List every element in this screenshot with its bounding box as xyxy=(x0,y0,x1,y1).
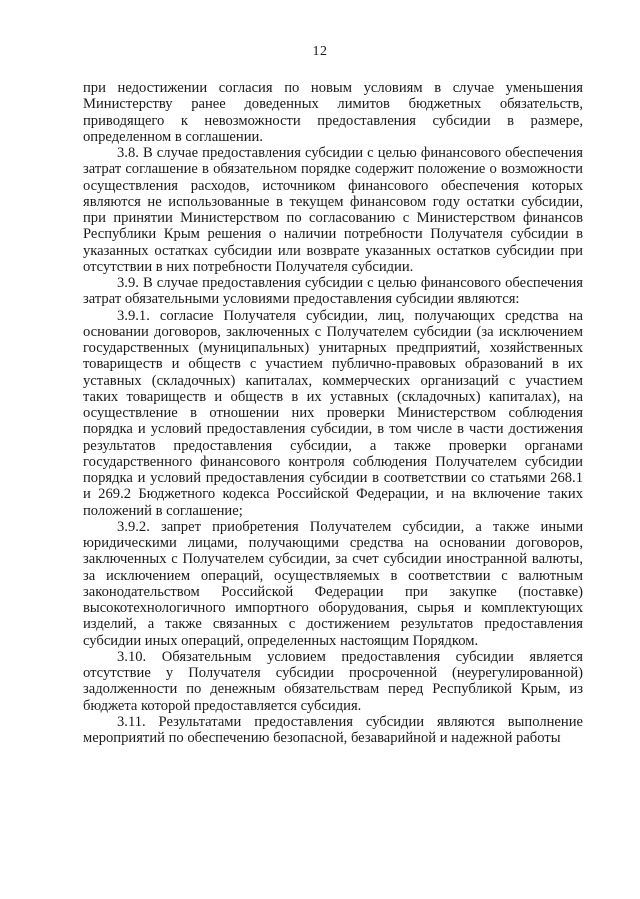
paragraph-3-11: 3.11. Результатами предоставления субсидии являются выполнение мероприятий по обеспечению безопасной, безаварийной и надежной работы xyxy=(83,713,583,746)
paragraph-3-9-1: 3.9.1. согласие Получателя субсидии, лиц, получающих средства на основании договоров, заключенных с Получателем субсидии (за исключением государственных (муниципальных) унитарных предприятий, хозяйственных товариществ и обществ с участием публично-правовых образований в их уставных (складочных) капиталах, коммерческих организаций с участием таких товариществ и обществ в их уставных (складочных) капиталах), на осуществление в отношении них проверки Министерством соблюдения порядка и условий предоставления субсидии, в том числе в части достижения результатов предоставления субсидии, а также проверки органами государственного финансового контроля соблюдения Получателем субсидии порядка и условий предоставления субсидии в соответствии со статьями 268.1 и 269.2 Бюджетного кодекса Российской Федерации, и на включение таких положений в соглашение; xyxy=(83,307,583,519)
paragraph-3-9-2: 3.9.2. запрет приобретения Получателем субсидии, а также иными юридическими лицами, получающими средства на основании договоров, заключенных с Получателем субсидии, за счет субсидии иностранной валюты, за исключением операций, осуществляемых в соответствии с валютным законодательством Российской Федерации при закупке (поставке) высокотехнологичного импортного оборудования, сырья и комплектующих изделий, а также связанных с достижением результатов предоставления субсидии иных операций, определенных настоящим Порядком. xyxy=(83,518,583,649)
paragraph-3-10: 3.10. Обязательным условием предоставления субсидии является отсутствие у Получателя субсидии просроченной (неурегулированной) задолженности по денежным обязательствам перед Республикой Крым, из бюджета которой предоставляется субсидия. xyxy=(83,648,583,714)
paragraph-3-8: 3.8. В случае предоставления субсидии с целью финансового обеспечения затрат соглашение в обязательном порядке содержит положение о возможности осуществления расходов, источником финансового обеспечения которых являются не использованные в текущем финансовом году остатки субсидии, при принятии Министерством по согласованию с Министерством финансов Республики Крым решения о наличии потребности Получателя субсидии в указанных остатках субсидии или возврате указанных остатков субсидии при отсутствии в них потребности Получателя субсидии. xyxy=(83,145,583,275)
paragraph-3-9: 3.9. В случае предоставления субсидии с целью финансового обеспечения затрат обязательными условиями предоставления субсидии являются: xyxy=(83,275,583,308)
document-body xyxy=(83,80,583,746)
paragraph-continuation: при недостижении согласия по новым условиям в случае уменьшения Министерству ранее доведенных лимитов бюджетных обязательств, приводящего к невозможности предоставления субсидии в размере, определенном в соглашении. xyxy=(83,80,583,145)
page-number: 12 xyxy=(312,44,328,59)
